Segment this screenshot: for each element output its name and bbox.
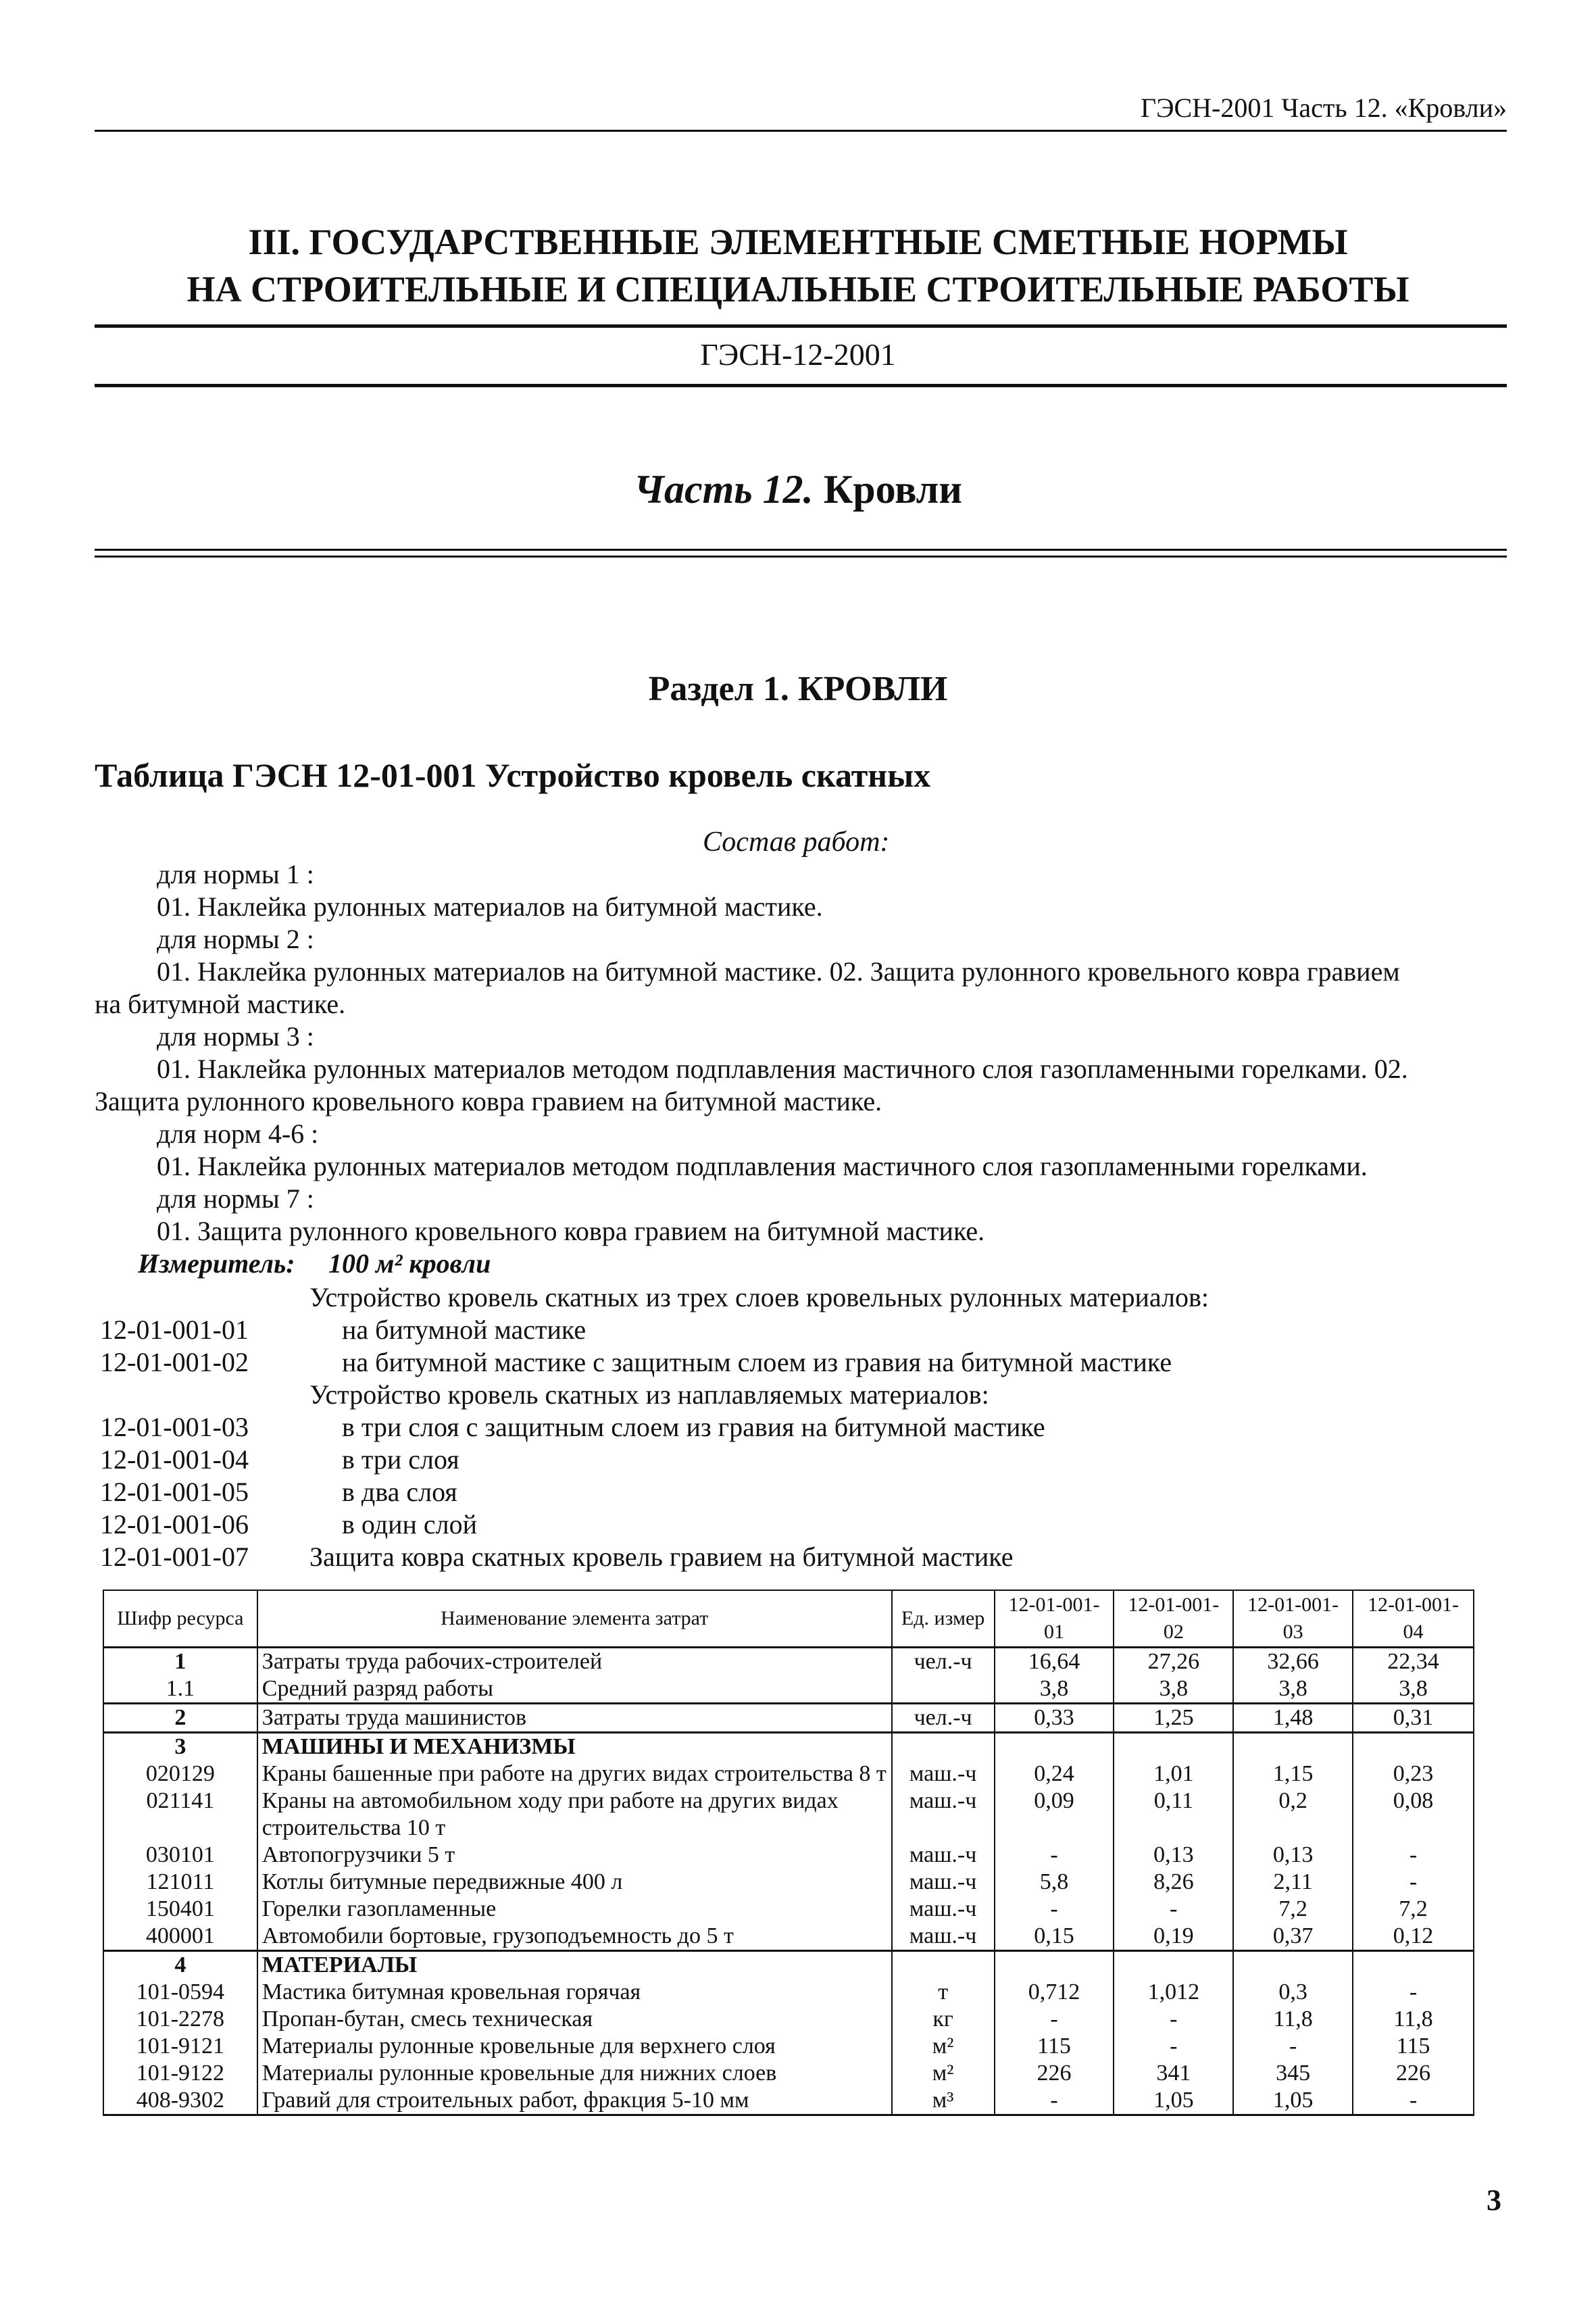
resource-code: 4 — [103, 1950, 257, 1979]
resource-value — [1233, 1950, 1353, 1979]
resource-name: Автомобили бортовые, грузоподъемность до 5 т — [257, 1923, 892, 1951]
norm-code: 12-01-001-04 — [100, 1444, 249, 1475]
resource-name: Затраты труда рабочих-строителей — [257, 1647, 892, 1675]
header-norm: 12-01-001-03 — [1233, 1590, 1353, 1647]
resource-value — [1114, 1950, 1233, 1979]
resource-value: 115 — [1353, 2033, 1474, 2060]
resource-unit: чел.-ч — [892, 1647, 995, 1675]
work-composition-label: Состав работ: — [703, 827, 890, 858]
resource-value: 16,64 — [995, 1647, 1114, 1675]
norm-code: 12-01-001-01 — [100, 1314, 249, 1345]
header-name: Наименование элемента затрат — [257, 1590, 892, 1647]
resource-value — [1114, 1732, 1233, 1761]
resource-unit: маш.-ч — [892, 1842, 995, 1869]
resource-value: 0,09 — [995, 1788, 1114, 1842]
norm-desc: в один слой — [342, 1509, 478, 1540]
resource-value: 115 — [995, 2033, 1114, 2060]
resource-value: 0,15 — [995, 1923, 1114, 1951]
resource-value: - — [1114, 2033, 1233, 2060]
resource-value: - — [1114, 1896, 1233, 1923]
resource-value: 22,34 — [1353, 1647, 1474, 1675]
resource-value: 1,012 — [1114, 1979, 1233, 2006]
resource-code: 101-9121 — [103, 2033, 257, 2060]
resource-unit — [892, 1675, 995, 1704]
resource-value — [995, 1950, 1114, 1979]
resource-value — [1353, 1950, 1474, 1979]
resource-unit: м² — [892, 2033, 995, 2060]
resource-value: 0,3 — [1233, 1979, 1353, 2006]
resource-value: 1,05 — [1233, 2087, 1353, 2115]
resource-value: - — [1353, 2087, 1474, 2115]
resource-code: 101-9122 — [103, 2060, 257, 2087]
table-row — [103, 1950, 1474, 1979]
resource-value: 11,8 — [1233, 2006, 1353, 2033]
resource-code: 2 — [103, 1703, 257, 1732]
table-row — [103, 1732, 1474, 1761]
work-line: 01. Защита рулонного кровельного ковра гравием на битумной мастике. — [157, 1216, 985, 1246]
title-rule-top — [95, 324, 1507, 328]
resource-code: 400001 — [103, 1923, 257, 1951]
resource-name: Автопогрузчики 5 т — [257, 1842, 892, 1869]
resource-value: - — [995, 2087, 1114, 2115]
norm-code: 12-01-001-05 — [100, 1477, 249, 1507]
work-line: для нормы 7 : — [157, 1183, 314, 1214]
resource-value: 1,48 — [1233, 1703, 1353, 1732]
resource-code: 3 — [103, 1732, 257, 1761]
standard-code: ГЭСН-12-2001 — [700, 337, 896, 372]
resource-code: 101-2278 — [103, 2006, 257, 2033]
resource-value: 1,25 — [1114, 1703, 1233, 1732]
table-title: Таблица ГЭСН 12-01-001 Устройство кровель скатных — [95, 756, 931, 794]
resource-value: - — [1353, 1979, 1474, 2006]
resource-name: Краны на автомобильном ходу при работе на других видах строительства 10 т — [257, 1788, 892, 1842]
resource-name: Материалы рулонные кровельные для верхнего слоя — [257, 2033, 892, 2060]
work-line: для нормы 3 : — [157, 1021, 314, 1052]
resource-unit: маш.-ч — [892, 1788, 995, 1842]
norm-code: 12-01-001-06 — [100, 1509, 249, 1540]
resource-value: 0,23 — [1353, 1761, 1474, 1788]
resource-value: 32,66 — [1233, 1647, 1353, 1675]
header-code: Шифр ресурса — [103, 1590, 257, 1647]
part-rule-1 — [95, 549, 1507, 551]
resource-value — [995, 1732, 1114, 1761]
table-row — [103, 1869, 1474, 1896]
resource-code: 021141 — [103, 1788, 257, 1842]
table-row — [103, 1979, 1474, 2006]
table-row — [103, 1923, 1474, 1951]
resource-unit: маш.-ч — [892, 1923, 995, 1951]
resource-code: 030101 — [103, 1842, 257, 1869]
resource-name: Гравий для строительных работ, фракция 5-10 мм — [257, 2087, 892, 2115]
header-unit: Ед. измер — [892, 1590, 995, 1647]
norm-group-desc: Устройство кровель скатных из трех слоев кровельных рулонных материалов: — [309, 1282, 1209, 1312]
resource-value: 7,2 — [1233, 1896, 1353, 1923]
resource-value: 0,11 — [1114, 1788, 1233, 1842]
table-row — [103, 2087, 1474, 2115]
resource-code: 408-9302 — [103, 2087, 257, 2115]
resource-value: 0,31 — [1353, 1703, 1474, 1732]
resource-value: 7,2 — [1353, 1896, 1474, 1923]
resource-value: 341 — [1114, 2060, 1233, 2087]
resource-value: 0,37 — [1233, 1923, 1353, 1951]
resource-unit: маш.-ч — [892, 1896, 995, 1923]
resource-value: 5,8 — [995, 1869, 1114, 1896]
resource-unit: кг — [892, 2006, 995, 2033]
page-number: 3 — [1487, 2184, 1501, 2217]
resource-value: 0,19 — [1114, 1923, 1233, 1951]
resource-value: 3,8 — [1233, 1675, 1353, 1704]
running-header: ГЭСН-2001 Часть 12. «Кровли» — [1140, 93, 1507, 123]
resource-value: 11,8 — [1353, 2006, 1474, 2033]
part-prefix: Часть 12. — [634, 467, 814, 512]
resource-code: 1 — [103, 1647, 257, 1675]
table-row — [103, 1896, 1474, 1923]
resource-unit — [892, 1950, 995, 1979]
resource-unit: маш.-ч — [892, 1869, 995, 1896]
resource-value: 0,13 — [1114, 1842, 1233, 1869]
resource-value: - — [1353, 1869, 1474, 1896]
norm-desc: на битумной мастике с защитным слоем из гравия на битумной мастике — [342, 1347, 1172, 1377]
resource-name: МАТЕРИАЛЫ — [257, 1950, 892, 1979]
part-title — [0, 466, 1596, 513]
section-title: Раздел 1. КРОВЛИ — [648, 670, 948, 708]
resource-table — [103, 1590, 1474, 2116]
work-line: 01. Наклейка рулонных материалов методом подплавления мастичного слоя газопламенными горелками. 02. — [157, 1054, 1408, 1084]
measure-label: Измеритель: — [138, 1248, 295, 1279]
resource-value: - — [1114, 2006, 1233, 2033]
resource-name: Котлы битумные передвижные 400 л — [257, 1869, 892, 1896]
norm-code: 12-01-001-03 — [100, 1412, 249, 1442]
resource-value: 345 — [1233, 2060, 1353, 2087]
header-norm: 12-01-001-02 — [1114, 1590, 1233, 1647]
table-row — [103, 1842, 1474, 1869]
table-row — [103, 1761, 1474, 1788]
resource-value: 0,2 — [1233, 1788, 1353, 1842]
resource-value: 3,8 — [1114, 1675, 1233, 1704]
header-norm: 12-01-001-01 — [995, 1590, 1114, 1647]
resource-value: 0,712 — [995, 1979, 1114, 2006]
work-line: на битумной мастике. — [95, 989, 346, 1019]
resource-value: - — [995, 1896, 1114, 1923]
resource-value: 226 — [995, 2060, 1114, 2087]
table-row — [103, 2006, 1474, 2033]
table-row — [103, 1675, 1474, 1704]
work-line: для нормы 2 : — [157, 924, 314, 954]
resource-value: 0,12 — [1353, 1923, 1474, 1951]
resource-value: 0,24 — [995, 1761, 1114, 1788]
resource-name: Краны башенные при работе на других видах строительства 8 т — [257, 1761, 892, 1788]
resource-name: Затраты труда машинистов — [257, 1703, 892, 1732]
resource-unit: маш.-ч — [892, 1761, 995, 1788]
resource-name: Материалы рулонные кровельные для нижних слоев — [257, 2060, 892, 2087]
part-rule-2 — [95, 556, 1507, 558]
resource-code: 121011 — [103, 1869, 257, 1896]
resource-unit: м³ — [892, 2087, 995, 2115]
resource-value: 1,15 — [1233, 1761, 1353, 1788]
resource-unit: м² — [892, 2060, 995, 2087]
resource-value — [1233, 1732, 1353, 1761]
norm-desc: в три слоя с защитным слоем из гравия на битумной мастике — [342, 1412, 1045, 1442]
measure-value: 100 м² кровли — [328, 1248, 491, 1279]
resource-code: 020129 — [103, 1761, 257, 1788]
header-norm: 12-01-001-04 — [1353, 1590, 1474, 1647]
norm-group-desc: Устройство кровель скатных из наплавляемых материалов: — [309, 1379, 989, 1410]
resource-value: 3,8 — [995, 1675, 1114, 1704]
resource-value: 226 — [1353, 2060, 1474, 2087]
resource-name: Мастика битумная кровельная горячая — [257, 1979, 892, 2006]
norm-desc: Защита ковра скатных кровель гравием на битумной мастике — [309, 1542, 1014, 1572]
title-rule-bottom — [95, 384, 1507, 387]
resource-code: 101-0594 — [103, 1979, 257, 2006]
resource-value: 0,13 — [1233, 1842, 1353, 1869]
table-row — [103, 2060, 1474, 2087]
resource-name: МАШИНЫ И МЕХАНИЗМЫ — [257, 1732, 892, 1761]
resource-value: 0,33 — [995, 1703, 1114, 1732]
work-line: для нормы 1 : — [157, 859, 314, 889]
part-name: Кровли — [813, 467, 962, 512]
resource-name: Пропан-бутан, смесь техническая — [257, 2006, 892, 2033]
work-line: для норм 4-6 : — [157, 1118, 319, 1149]
norm-desc: в три слоя — [342, 1444, 459, 1475]
main-title-line1: III. ГОСУДАРСТВЕННЫЕ ЭЛЕМЕНТНЫЕ СМЕТНЫЕ НОРМЫ — [248, 222, 1348, 262]
resource-unit: чел.-ч — [892, 1703, 995, 1732]
resource-unit: т — [892, 1979, 995, 2006]
table-row — [103, 1647, 1474, 1675]
norm-desc: в два слоя — [342, 1477, 457, 1507]
resource-value: - — [995, 2006, 1114, 2033]
work-line: Защита рулонного кровельного ковра гравием на битумной мастике. — [95, 1086, 882, 1116]
resource-value: 1,01 — [1114, 1761, 1233, 1788]
resource-value: - — [1233, 2033, 1353, 2060]
work-line: 01. Наклейка рулонных материалов на битумной мастике. 02. Защита рулонного кровельного ковра гравием — [157, 956, 1400, 987]
resource-value: 1,05 — [1114, 2087, 1233, 2115]
table-row — [103, 1703, 1474, 1732]
resource-value: - — [995, 1842, 1114, 1869]
resource-value — [1353, 1732, 1474, 1761]
resource-unit — [892, 1732, 995, 1761]
table-row — [103, 1788, 1474, 1842]
resource-name: Средний разряд работы — [257, 1675, 892, 1704]
table-row — [103, 2033, 1474, 2060]
resource-value: 8,26 — [1114, 1869, 1233, 1896]
table-body — [103, 1647, 1474, 2115]
resource-value: 2,11 — [1233, 1869, 1353, 1896]
norm-code: 12-01-001-07 — [100, 1542, 249, 1572]
resource-code: 150401 — [103, 1896, 257, 1923]
work-line: 01. Наклейка рулонных материалов методом подплавления мастичного слоя газопламенными горелками. — [157, 1151, 1368, 1181]
resource-code: 1.1 — [103, 1675, 257, 1704]
norm-code: 12-01-001-02 — [100, 1347, 249, 1377]
resource-value: 27,26 — [1114, 1647, 1233, 1675]
norm-desc: на битумной мастике — [342, 1314, 587, 1345]
table-header-row — [103, 1590, 1474, 1647]
main-title-line2: НА СТРОИТЕЛЬНЫЕ И СПЕЦИАЛЬНЫЕ СТРОИТЕЛЬНЫЕ РАБОТЫ — [186, 269, 1410, 310]
resource-value: 0,08 — [1353, 1788, 1474, 1842]
resource-value: 3,8 — [1353, 1675, 1474, 1704]
resource-name: Горелки газопламенные — [257, 1896, 892, 1923]
work-line: 01. Наклейка рулонных материалов на битумной мастике. — [157, 891, 823, 922]
resource-value: - — [1353, 1842, 1474, 1869]
header-rule — [95, 130, 1507, 132]
